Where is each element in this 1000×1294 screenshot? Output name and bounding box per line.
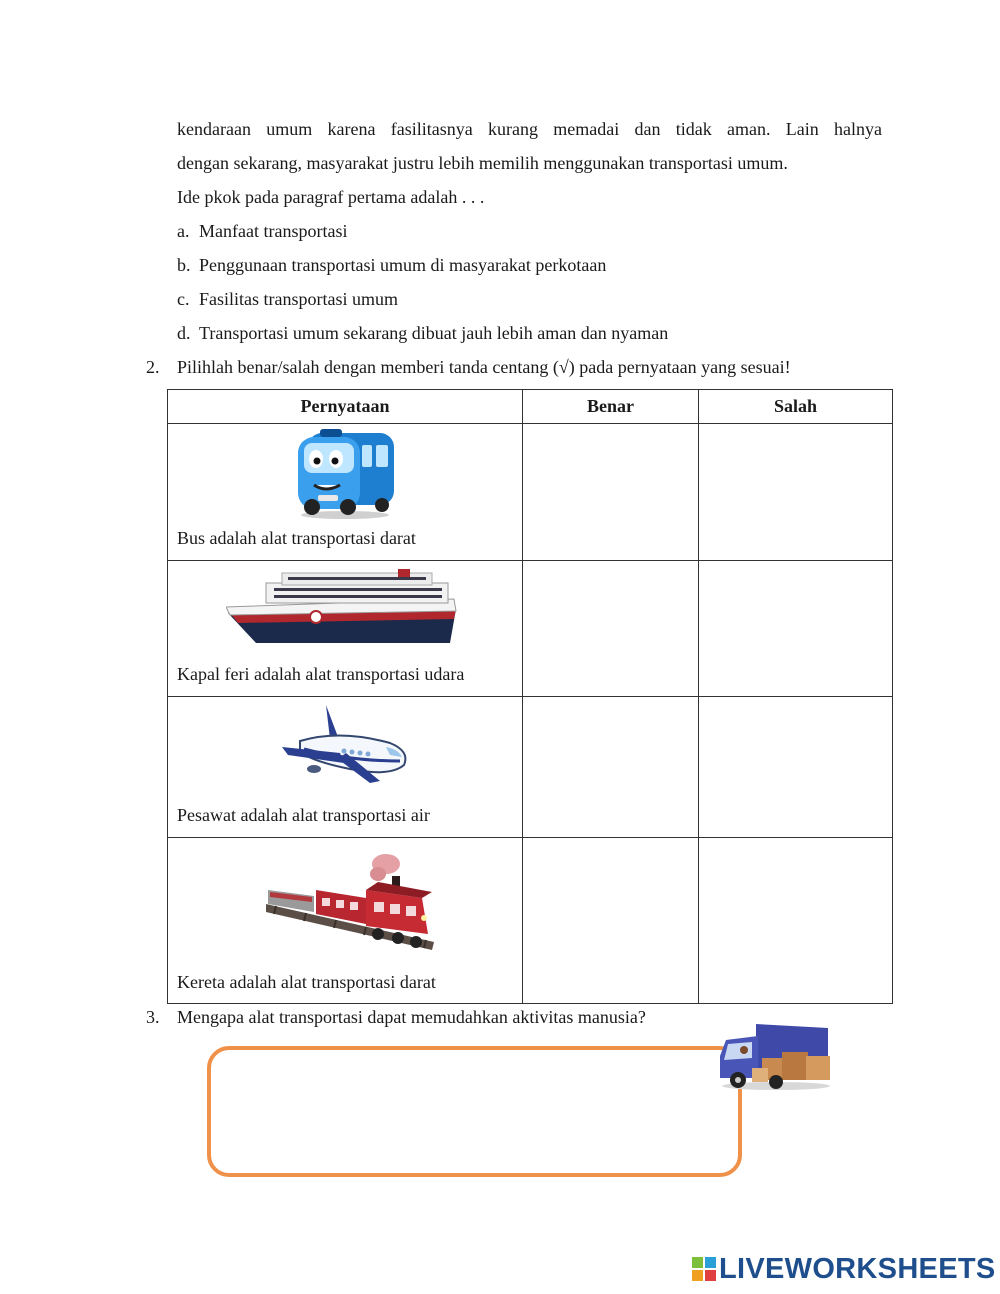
option-b [177, 254, 606, 276]
statement-text: Bus adalah alat transportasi darat [177, 528, 416, 548]
false-answer-cell[interactable] [699, 424, 893, 561]
option-letter: d. [177, 323, 191, 343]
option-text: Fasilitas transportasi umum [199, 289, 398, 309]
question-2-number: 2. [146, 357, 160, 377]
option-letter: a. [177, 221, 190, 241]
table-header-row [168, 390, 893, 424]
question-3-number: 3. [146, 1007, 160, 1027]
option-text: Transportasi umum sekarang dibuat jauh lebih aman dan nyaman [199, 323, 669, 343]
table-row [168, 838, 893, 1004]
airplane-icon [280, 703, 414, 785]
statement-cell [168, 838, 523, 1004]
header-true: Benar [523, 390, 699, 424]
option-text: Penggunaan transportasi umum di masyarakat perkotaan [199, 255, 607, 275]
bus-icon [290, 427, 400, 519]
delivery-truck-icon [716, 1018, 836, 1092]
statement-cell [168, 561, 523, 697]
header-false: Salah [699, 390, 893, 424]
statement-cell [168, 424, 523, 561]
true-false-table [167, 389, 893, 1004]
statement-cell [168, 697, 523, 838]
option-d [177, 322, 668, 344]
table-row [168, 697, 893, 838]
passage-line-2: dengan sekarang, masyarakat justru lebih memilih menggunakan transportasi umum. [177, 153, 788, 173]
statement-text: Kapal feri adalah alat transportasi udara [177, 664, 465, 684]
false-answer-cell[interactable] [699, 838, 893, 1004]
true-answer-cell[interactable] [523, 424, 699, 561]
table-row [168, 424, 893, 561]
brand-text: LIVEWORKSHEETS [719, 1252, 996, 1285]
answer-textbox[interactable] [207, 1046, 742, 1177]
true-answer-cell[interactable] [523, 697, 699, 838]
true-answer-cell[interactable] [523, 561, 699, 697]
liveworksheets-branding [692, 1254, 996, 1284]
statement-text: Pesawat adalah alat transportasi air [177, 805, 430, 825]
true-answer-cell[interactable] [523, 838, 699, 1004]
passage-line-1: kendaraan umum karena fasilitasnya kurang memadai dan tidak aman. Lain halnya [177, 119, 882, 139]
option-a [177, 220, 347, 242]
question-3-prompt: Mengapa alat transportasi dapat memudahkan aktivitas manusia? [177, 1007, 646, 1027]
train-icon [266, 850, 438, 952]
ferry-icon [226, 569, 460, 645]
false-answer-cell[interactable] [699, 561, 893, 697]
false-answer-cell[interactable] [699, 697, 893, 838]
option-text: Manfaat transportasi [199, 221, 348, 241]
question-1-prompt: Ide pkok pada paragraf pertama adalah . . . [177, 187, 485, 207]
table-row [168, 561, 893, 697]
question-2-prompt: Pilihlah benar/salah dengan memberi tanda centang (√) pada pernyataan yang sesuai! [177, 357, 791, 377]
liveworksheets-logo-icon [692, 1257, 716, 1281]
header-statement: Pernyataan [168, 390, 523, 424]
statement-text: Kereta adalah alat transportasi darat [177, 972, 436, 992]
option-letter: c. [177, 289, 190, 309]
option-letter: b. [177, 255, 191, 275]
option-c [177, 288, 398, 310]
